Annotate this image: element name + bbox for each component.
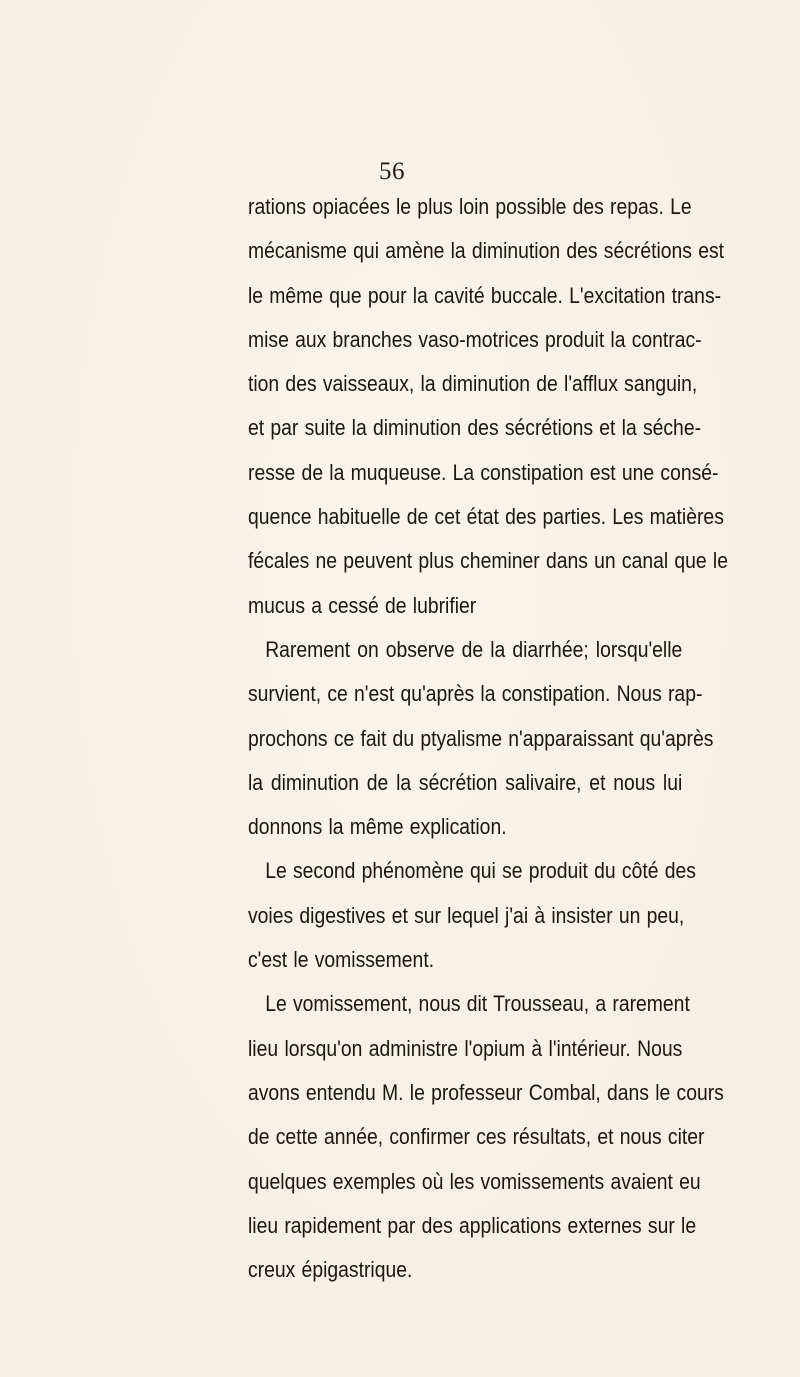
text-line: resse de la muqueuse. La constipation est une consé- [248, 459, 719, 485]
text-line: quelques exemples où les vomissements avaient eu [248, 1168, 701, 1194]
text-line: voies digestives et sur lequel j'ai à insister un peu, [248, 902, 685, 928]
text-line: tion des vaisseaux, la diminution de l'afflux sanguin, [248, 371, 698, 397]
text-line: mucus a cessé de lubrifier [248, 592, 477, 618]
text-line: de cette année, confirmer ces résultats, et nous citer [248, 1124, 705, 1150]
text-line: mise aux branches vaso-motrices produit la contrac- [248, 326, 702, 352]
text-line: Rarement on observe de la diarrhée; lorsqu'elle [265, 636, 683, 662]
page-number: 56 [379, 158, 405, 185]
text-line: prochons ce fait du ptyalisme n'apparaissant qu'après [248, 725, 714, 751]
text-line: et par suite la diminution des sécrétions et la séche- [248, 415, 702, 441]
body-text [248, 185, 728, 1292]
text-line: lieu lorsqu'on administre l'opium à l'intérieur. Nous [248, 1035, 683, 1061]
text-line: Le vomissement, nous dit Trousseau, a rarement [265, 991, 690, 1017]
text-line: lieu rapidement par des applications externes sur le [248, 1212, 697, 1238]
text-line: fécales ne peuvent plus cheminer dans un canal que le [248, 548, 728, 574]
text-line: avons entendu M. le professeur Combal, dans le cours [248, 1079, 724, 1105]
text-line: quence habituelle de cet état des parties. Les matières [248, 504, 724, 530]
text-line: rations opiacées le plus loin possible des repas. Le [248, 194, 692, 219]
text-line: Le second phénomène qui se produit du côté des [265, 858, 696, 884]
text-line: c'est le vomissement. [248, 947, 435, 973]
text-line: mécanisme qui amène la diminution des sécrétions est [248, 238, 725, 264]
text-line: la diminution de la sécrétion salivaire, et nous lui [248, 769, 683, 795]
text-line: le même que pour la cavité buccale. L'excitation trans- [248, 282, 722, 308]
text-line: survient, ce n'est qu'après la constipation. Nous rap- [248, 681, 703, 707]
text-line: donnons la même explication. [248, 814, 507, 840]
text-line: creux épigastrique. [248, 1257, 413, 1283]
